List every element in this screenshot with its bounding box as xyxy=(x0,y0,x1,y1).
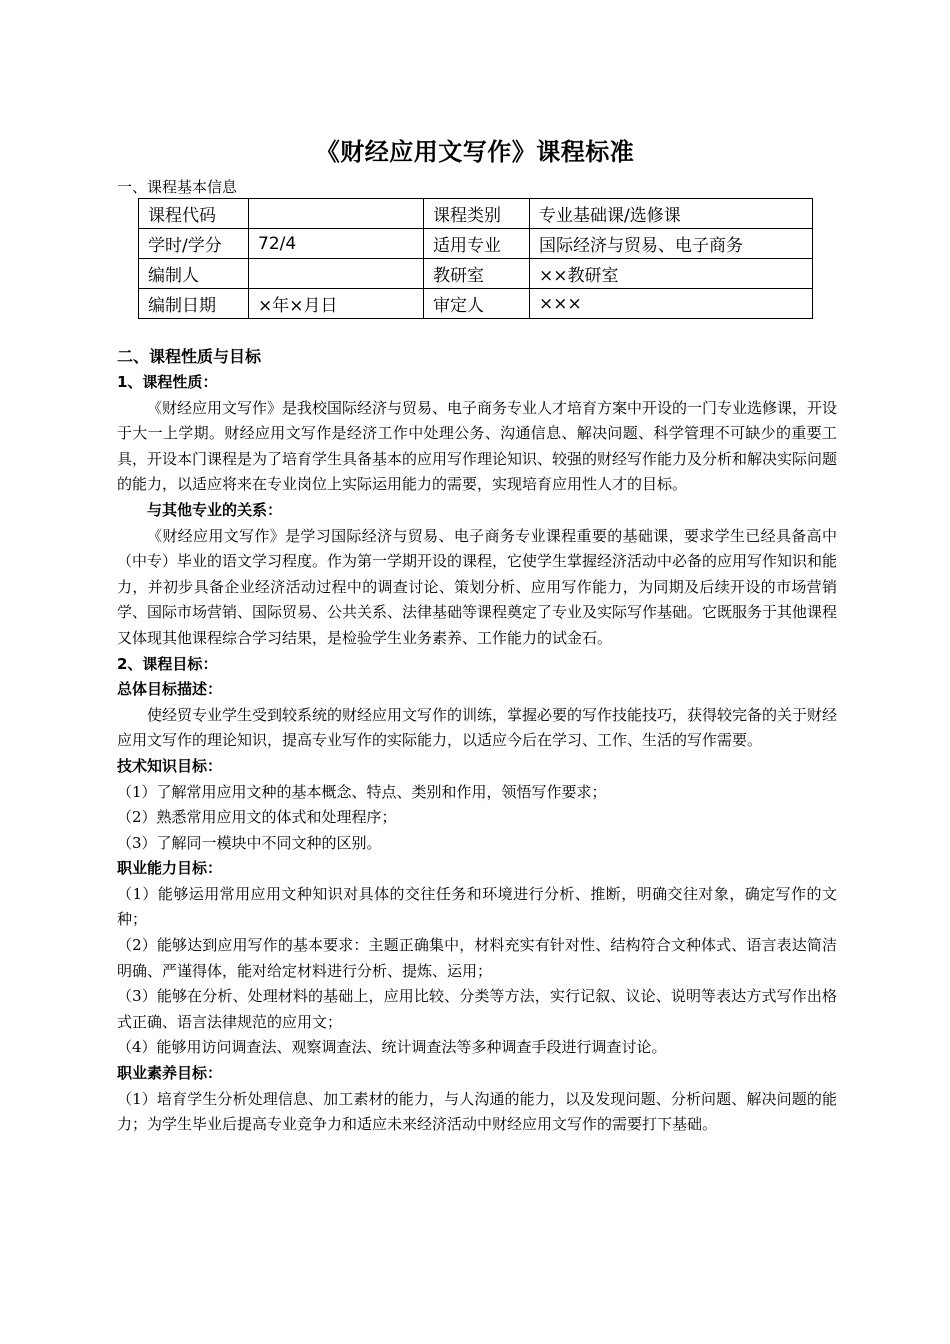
table-cell: 课程代码 xyxy=(139,199,249,229)
list-item: （2）熟悉常用应用文的体式和处理程序； xyxy=(117,808,397,827)
list-item: （4）能够用访问调查法、观察调查法、统计调查法等多种调查手段进行调查讨论。 xyxy=(117,1038,667,1057)
table-row xyxy=(139,199,813,229)
table-row xyxy=(139,229,813,259)
basic-info-heading: 一、课程基本信息 xyxy=(117,178,238,196)
subsection-heading: 1、课程性质： xyxy=(117,373,218,391)
subsection-heading: 2、课程目标： xyxy=(117,654,218,673)
document-body xyxy=(117,344,837,1138)
table-cell: 国际经济与贸易、电子商务 xyxy=(530,229,813,259)
subsection-heading: 职业能力目标： xyxy=(117,859,223,878)
list-item: （2）能够达到应用写作的基本要求：主题正确集中，材料充实有针对性、结构符合文种体式、语言表达简洁明确、严谨得体，能对给定材料进行分析、提炼、运用； xyxy=(117,936,837,980)
section-heading: 二、课程性质与目标 xyxy=(117,347,262,366)
subsection-heading: 与其他专业的关系： xyxy=(147,500,283,519)
table-cell: ×年×月日 xyxy=(249,289,424,319)
paragraph: 使经贸专业学生受到较系统的财经应用文写作的训练，掌握必要的写作技能技巧，获得较完备的关于财经应用文写作的理论知识，提高专业写作的实际能力，以适应今后在学习、工作、生活的写作需要。 xyxy=(117,705,838,750)
table-cell xyxy=(249,199,424,229)
table-cell: 教研室 xyxy=(424,259,530,289)
table-cell: 审定人 xyxy=(424,289,530,319)
list-item: （3）了解同一模块中不同文种的区别。 xyxy=(117,833,382,852)
list-item: （1）了解常用应用文种的基本概念、特点、类别和作用，领悟写作要求； xyxy=(117,782,607,801)
table-row xyxy=(139,259,813,289)
table-cell: ××教研室 xyxy=(530,259,813,289)
table-cell: 专业基础课/选修课 xyxy=(530,199,813,229)
document-title: 《财经应用文写作》课程标准 xyxy=(315,138,635,166)
list-item: （3）能够在分析、处理材料的基础上，应用比较、分类等方法，实行记叙、议论、说明等表达方式写作出格式正确、语言法律规范的应用文； xyxy=(117,987,837,1031)
table-cell: 编制人 xyxy=(139,259,249,289)
subsection-heading: 技术知识目标： xyxy=(117,756,223,775)
table-row xyxy=(139,289,813,319)
table-cell: 适用专业 xyxy=(424,229,530,259)
paragraph: 《财经应用文写作》是学习国际经济与贸易、电子商务专业课程重要的基础课，要求学生已经具备高中（中专）毕业的语文学习程度。作为第一学期开设的课程，它使学生掌握经济活动中必备的应用写作知识和能力，并初步具备企业经济活动过程中的调查讨论、策划分析、应用写作能力，为同期及后续开设的市场营销学、国际市场营销、国际贸易、公共关系、法律基础等课程奠定了专业及实际写作基础。它既服务于其他课程又体现其他课程综合学习结果，是检验学生业务素养、工作能力的试金石。 xyxy=(117,526,838,647)
table-cell: 72/4 xyxy=(249,229,424,259)
list-item: （1）培育学生分析处理信息、加工素材的能力，与人沟通的能力，以及发现问题、分析问题、解决问题的能力；为学生毕业后提高专业竞争力和适应未来经济活动中财经应用文写作的需要打下基础。 xyxy=(117,1089,837,1134)
basic-info-table xyxy=(138,198,813,319)
paragraph: 《财经应用文写作》是我校国际经济与贸易、电子商务专业人才培育方案中开设的一门专业选修课，开设于大一上学期。财经应用文写作是经济工作中处理公务、沟通信息、解决问题、科学管理不可缺少的重要工具，开设本门课程是为了培育学生具备基本的应用写作理论知识、较强的财经写作能力及分析和解决实际问题的能力，以适应将来在专业岗位上实际运用能力的需要，实现培育应用性人才的目标。 xyxy=(117,398,838,494)
table-cell: 编制日期 xyxy=(139,289,249,319)
list-item: （1）能够运用常用应用文种知识对具体的交往任务和环境进行分析、推断，明确交往对象，确定写作的文种； xyxy=(117,884,837,929)
subsection-heading: 职业素养目标： xyxy=(117,1064,223,1083)
subsection-heading: 总体目标描述： xyxy=(117,680,223,699)
table-cell: ××× xyxy=(530,289,813,319)
table-cell: 学时/学分 xyxy=(139,229,249,259)
table-cell xyxy=(249,259,424,289)
table-cell: 课程类别 xyxy=(424,199,530,229)
